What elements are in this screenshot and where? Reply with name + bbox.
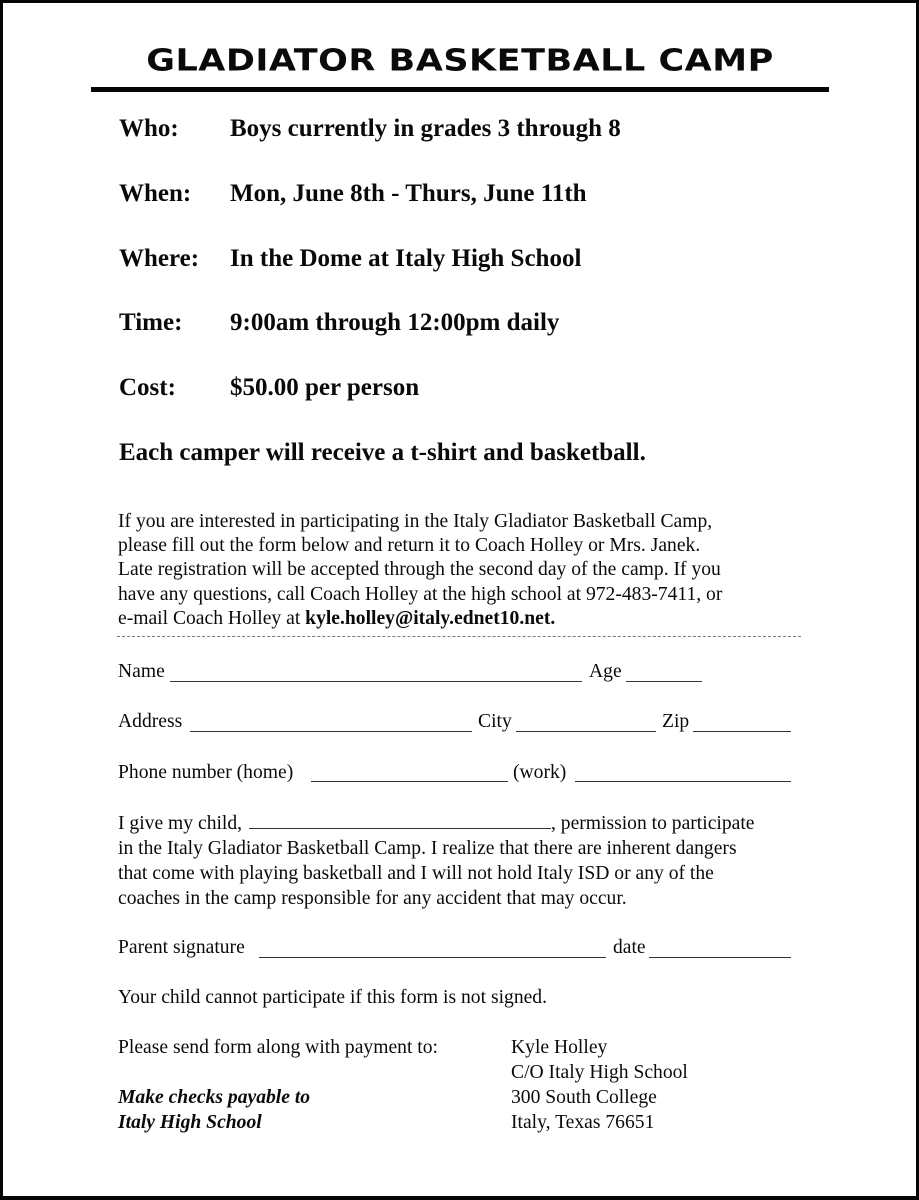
mailing-address-line: 300 South College xyxy=(511,1087,657,1108)
city-label: City xyxy=(478,711,512,732)
info-value-cost: $50.00 per person xyxy=(230,374,420,401)
info-label-time: Time: xyxy=(119,309,183,336)
date-label: date xyxy=(613,937,646,958)
info-value-when: Mon, June 8th - Thurs, June 11th xyxy=(230,180,587,207)
checks-payable-line1: Make checks payable to xyxy=(118,1087,311,1108)
parent-signature-field[interactable] xyxy=(259,957,606,958)
intro-line: If you are interested in participating in the Italy Gladiator Basketball Camp, xyxy=(118,511,713,532)
phone-home-field[interactable] xyxy=(311,781,508,782)
phone-work-label: (work) xyxy=(513,762,567,783)
age-field[interactable] xyxy=(626,681,702,682)
permission-line: in the Italy Gladiator Basketball Camp. I realize that there are inherent dangers xyxy=(118,838,737,859)
child-name-field[interactable] xyxy=(249,810,551,829)
age-label: Age xyxy=(589,661,622,682)
intro-line: please fill out the form below and return it to Coach Holley or Mrs. Janek. xyxy=(118,535,701,557)
mailing-address-line: Kyle Holley xyxy=(511,1037,608,1058)
info-value-where: In the Dome at Italy High School xyxy=(230,245,582,272)
zip-field[interactable] xyxy=(693,731,791,732)
camper-gift-note: Each camper will receive a t-shirt and basketball. xyxy=(119,439,646,466)
permission-suffix: , permission to participate xyxy=(550,813,755,834)
permission-prefix: I give my child, xyxy=(118,813,247,834)
intro-line: Late registration will be accepted through the second day of the camp. If you xyxy=(118,559,721,581)
page-title: GLADIATOR BASKETBALL CAMP xyxy=(146,44,774,79)
info-value-who: Boys currently in grades 3 through 8 xyxy=(230,115,621,142)
title-underline xyxy=(91,87,829,92)
intro-line xyxy=(118,607,818,631)
name-field[interactable] xyxy=(170,681,582,682)
permission-line xyxy=(118,810,838,836)
name-label: Name xyxy=(118,661,165,682)
info-label-when: When: xyxy=(119,180,192,207)
city-field[interactable] xyxy=(516,731,656,732)
info-label-where: Where: xyxy=(119,245,200,272)
contact-email-link[interactable]: kyle.holley@italy.ednet10.net. xyxy=(305,607,556,629)
send-form-label: Please send form along with payment to: xyxy=(118,1037,438,1058)
zip-label: Zip xyxy=(662,711,690,732)
permission-line: coaches in the camp responsible for any accident that may occur. xyxy=(118,888,627,909)
info-label-who: Who: xyxy=(119,115,179,142)
parent-signature-label: Parent signature xyxy=(118,937,245,958)
email-prefix: e-mail Coach Holley at xyxy=(118,607,306,629)
checks-payable-line2: Italy High School xyxy=(118,1112,262,1133)
mailing-address-line: Italy, Texas 76651 xyxy=(511,1112,655,1133)
mailing-address-line: C/O Italy High School xyxy=(511,1062,688,1083)
address-field[interactable] xyxy=(190,731,472,732)
permission-line: that come with playing basketball and I will not hold Italy ISD or any of the xyxy=(118,863,714,884)
address-label: Address xyxy=(118,711,183,732)
phone-work-field[interactable] xyxy=(575,781,791,782)
info-label-cost: Cost: xyxy=(119,374,176,401)
info-value-time: 9:00am through 12:00pm daily xyxy=(230,309,560,336)
intro-paragraph xyxy=(118,510,818,631)
permission-paragraph xyxy=(118,810,838,911)
date-field[interactable] xyxy=(649,957,791,958)
signature-required-notice: Your child cannot participate if this form is not signed. xyxy=(118,987,548,1008)
cut-line-divider xyxy=(117,636,801,637)
phone-home-label: Phone number (home) xyxy=(118,762,294,783)
intro-line: have any questions, call Coach Holley at the high school at 972-483-7411, or xyxy=(118,583,723,605)
